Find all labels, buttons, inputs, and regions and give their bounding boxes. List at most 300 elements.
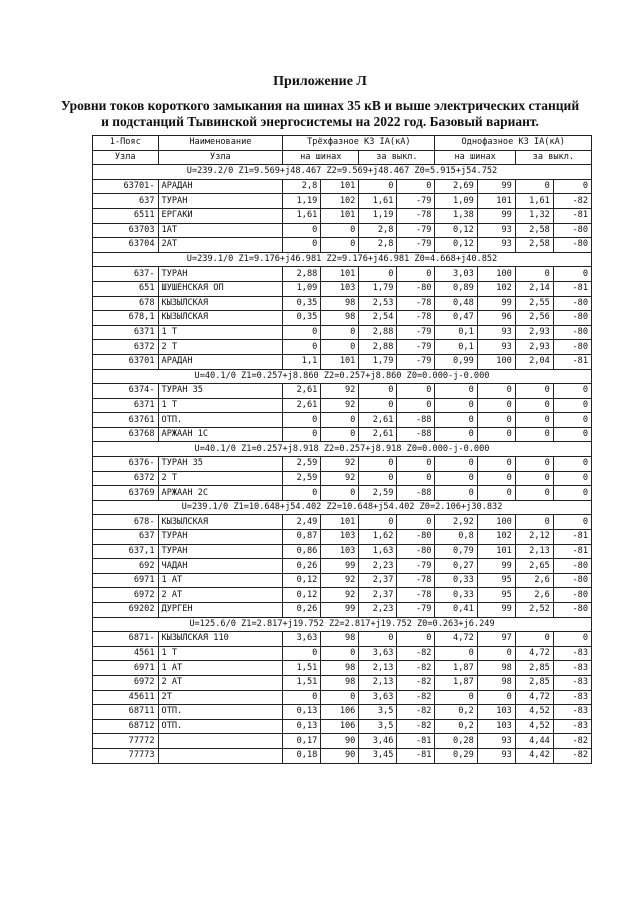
value-cell: 2,85 bbox=[515, 675, 553, 690]
value-cell: 2,6 bbox=[515, 573, 553, 588]
value-cell: 1,38 bbox=[435, 208, 477, 223]
value-cell: -79 bbox=[397, 325, 435, 340]
value-cell: -81 bbox=[553, 281, 591, 296]
value-cell: 1,1 bbox=[283, 354, 321, 369]
value-cell: -82 bbox=[397, 675, 435, 690]
node-cell: 6972 bbox=[93, 588, 159, 603]
value-cell: 99 bbox=[477, 603, 515, 618]
value-cell: -79 bbox=[397, 223, 435, 238]
value-cell: 0 bbox=[477, 486, 515, 501]
node-cell: 6972 bbox=[93, 675, 159, 690]
value-cell: 1,79 bbox=[359, 354, 397, 369]
value-cell: -83 bbox=[553, 690, 591, 705]
value-cell: 1,19 bbox=[283, 194, 321, 209]
value-cell: 4,42 bbox=[515, 748, 553, 763]
value-cell: 103 bbox=[477, 705, 515, 720]
value-cell: 106 bbox=[321, 705, 359, 720]
value-cell: -88 bbox=[397, 413, 435, 428]
table-row bbox=[93, 194, 592, 209]
value-cell: 101 bbox=[321, 267, 359, 282]
value-cell: 2,04 bbox=[515, 354, 553, 369]
value-cell: 2,92 bbox=[435, 515, 477, 530]
value-cell: 0,26 bbox=[283, 559, 321, 574]
value-cell: 2,88 bbox=[359, 325, 397, 340]
value-cell: 0 bbox=[477, 398, 515, 413]
node-cell: 6971 bbox=[93, 661, 159, 676]
name-cell: 1АТ bbox=[158, 223, 283, 238]
value-cell: 0 bbox=[321, 340, 359, 355]
value-cell: 3,03 bbox=[435, 267, 477, 282]
value-cell: 101 bbox=[321, 208, 359, 223]
value-cell: -82 bbox=[553, 734, 591, 749]
value-cell: 0,18 bbox=[283, 748, 321, 763]
value-cell: 0 bbox=[553, 398, 591, 413]
value-cell: 95 bbox=[477, 588, 515, 603]
header-name-sub: Узла bbox=[158, 150, 283, 165]
value-cell: 3,5 bbox=[359, 719, 397, 734]
header-three-phase: Трёхфазное КЗ IА(кА) bbox=[283, 136, 435, 151]
value-cell: 0 bbox=[321, 238, 359, 253]
value-cell: 0,89 bbox=[435, 281, 477, 296]
value-cell: 0 bbox=[435, 457, 477, 472]
value-cell: 0 bbox=[321, 325, 359, 340]
value-cell: 0 bbox=[477, 384, 515, 399]
value-cell: 0 bbox=[283, 340, 321, 355]
name-cell: 1 Т bbox=[158, 325, 283, 340]
value-cell: 0 bbox=[359, 398, 397, 413]
value-cell: -80 bbox=[553, 340, 591, 355]
name-cell: ЧАДАН bbox=[158, 559, 283, 574]
value-cell: 2,65 bbox=[515, 559, 553, 574]
section-row bbox=[93, 500, 592, 515]
header-3ph-breaker: за выкл. bbox=[359, 150, 435, 165]
table-row bbox=[93, 340, 592, 355]
value-cell: -82 bbox=[397, 719, 435, 734]
value-cell: -82 bbox=[397, 661, 435, 676]
node-cell: 692 bbox=[93, 559, 159, 574]
value-cell: 0 bbox=[477, 427, 515, 442]
page-title: Приложение Л bbox=[273, 74, 367, 89]
section-row bbox=[93, 442, 592, 457]
section-parameters: U=239.1/0 Z1=10.648+j54.402 Z2=10.648+j54.402 Z0=2.106+j30.832 bbox=[93, 500, 592, 515]
value-cell: -83 bbox=[553, 646, 591, 661]
value-cell: -82 bbox=[397, 690, 435, 705]
value-cell: -83 bbox=[553, 675, 591, 690]
value-cell: 0 bbox=[283, 690, 321, 705]
value-cell: 1,19 bbox=[359, 208, 397, 223]
value-cell: 2,49 bbox=[283, 515, 321, 530]
value-cell: 2,23 bbox=[359, 559, 397, 574]
value-cell: 2,8 bbox=[359, 238, 397, 253]
node-cell: 63701 bbox=[93, 354, 159, 369]
value-cell: 0,13 bbox=[283, 705, 321, 720]
value-cell: 0,26 bbox=[283, 603, 321, 618]
header-1ph-breaker: за выкл. bbox=[515, 150, 591, 165]
value-cell: 0,1 bbox=[435, 325, 477, 340]
value-cell: 0 bbox=[477, 471, 515, 486]
table-header-row-1 bbox=[93, 136, 592, 151]
name-cell: ОТП. bbox=[158, 413, 283, 428]
value-cell: 0 bbox=[321, 486, 359, 501]
value-cell: 0 bbox=[283, 238, 321, 253]
value-cell: 1,87 bbox=[435, 661, 477, 676]
value-cell: 102 bbox=[477, 281, 515, 296]
value-cell: 1,32 bbox=[515, 208, 553, 223]
value-cell: 0 bbox=[477, 690, 515, 705]
value-cell: 2,13 bbox=[515, 544, 553, 559]
value-cell: -78 bbox=[397, 208, 435, 223]
value-cell: 2,37 bbox=[359, 588, 397, 603]
name-cell: 2 Т bbox=[158, 340, 283, 355]
value-cell: 0 bbox=[283, 325, 321, 340]
node-cell: 637,1 bbox=[93, 544, 159, 559]
table-row bbox=[93, 398, 592, 413]
table-row bbox=[93, 559, 592, 574]
value-cell: -79 bbox=[397, 603, 435, 618]
node-cell: 68712 bbox=[93, 719, 159, 734]
value-cell: 0,1 bbox=[435, 340, 477, 355]
header-single-phase: Однофазное КЗ IА(кА) bbox=[435, 136, 592, 151]
table-row bbox=[93, 354, 592, 369]
node-cell: 6376- bbox=[93, 457, 159, 472]
node-cell: 63769 bbox=[93, 486, 159, 501]
node-cell: 6511 bbox=[93, 208, 159, 223]
table-row bbox=[93, 413, 592, 428]
value-cell: 0 bbox=[283, 427, 321, 442]
value-cell: -80 bbox=[553, 311, 591, 326]
value-cell: 99 bbox=[477, 179, 515, 194]
table-row bbox=[93, 748, 592, 763]
value-cell: 0,47 bbox=[435, 311, 477, 326]
value-cell: 0,35 bbox=[283, 311, 321, 326]
value-cell: -80 bbox=[553, 603, 591, 618]
value-cell: 1,09 bbox=[283, 281, 321, 296]
table-row bbox=[93, 267, 592, 282]
name-cell: ТУРАН bbox=[158, 267, 283, 282]
value-cell: 0,29 bbox=[435, 748, 477, 763]
section-row bbox=[93, 165, 592, 180]
table-row bbox=[93, 486, 592, 501]
value-cell: 0 bbox=[397, 515, 435, 530]
value-cell: 100 bbox=[477, 267, 515, 282]
value-cell: 0 bbox=[515, 267, 553, 282]
name-cell: 1 АТ bbox=[158, 573, 283, 588]
value-cell: 0 bbox=[515, 413, 553, 428]
section-parameters: U=239.1/0 Z1=9.176+j46.981 Z2=9.176+j46.981 Z0=4.668+j40.852 bbox=[93, 252, 592, 267]
value-cell: 0,87 bbox=[283, 530, 321, 545]
value-cell: -80 bbox=[553, 238, 591, 253]
value-cell: 0 bbox=[397, 267, 435, 282]
value-cell: 0 bbox=[435, 690, 477, 705]
value-cell: 2,14 bbox=[515, 281, 553, 296]
header-node-sub: Узла bbox=[93, 150, 159, 165]
value-cell: 93 bbox=[477, 734, 515, 749]
value-cell: 1,09 bbox=[435, 194, 477, 209]
table-row bbox=[93, 325, 592, 340]
node-cell: 651 bbox=[93, 281, 159, 296]
value-cell: 92 bbox=[321, 398, 359, 413]
value-cell: 0 bbox=[553, 457, 591, 472]
value-cell: 0,41 bbox=[435, 603, 477, 618]
value-cell: 0 bbox=[515, 398, 553, 413]
name-cell bbox=[158, 734, 283, 749]
table-body bbox=[93, 165, 592, 763]
value-cell: 0 bbox=[435, 398, 477, 413]
node-cell: 68711 bbox=[93, 705, 159, 720]
value-cell: 0,48 bbox=[435, 296, 477, 311]
name-cell: АРАДАН bbox=[158, 354, 283, 369]
name-cell: АРАДАН bbox=[158, 179, 283, 194]
value-cell: 0,86 bbox=[283, 544, 321, 559]
value-cell: -83 bbox=[553, 661, 591, 676]
value-cell: -78 bbox=[397, 311, 435, 326]
node-cell: 63701- bbox=[93, 179, 159, 194]
value-cell: 0 bbox=[477, 457, 515, 472]
value-cell: 97 bbox=[477, 632, 515, 647]
value-cell: 0,12 bbox=[435, 238, 477, 253]
value-cell: 93 bbox=[477, 340, 515, 355]
value-cell: -81 bbox=[553, 530, 591, 545]
value-cell: 102 bbox=[321, 194, 359, 209]
value-cell: 96 bbox=[477, 311, 515, 326]
value-cell: 0 bbox=[359, 267, 397, 282]
node-cell: 4561 bbox=[93, 646, 159, 661]
table-row bbox=[93, 734, 592, 749]
value-cell: 1,87 bbox=[435, 675, 477, 690]
value-cell: 0 bbox=[553, 427, 591, 442]
value-cell: 93 bbox=[477, 748, 515, 763]
table-row bbox=[93, 471, 592, 486]
value-cell: 2,37 bbox=[359, 573, 397, 588]
value-cell: 0 bbox=[553, 179, 591, 194]
value-cell: 98 bbox=[321, 311, 359, 326]
value-cell: 0 bbox=[359, 179, 397, 194]
name-cell: ТУРАН bbox=[158, 544, 283, 559]
value-cell: 2,13 bbox=[359, 675, 397, 690]
table-row bbox=[93, 208, 592, 223]
table-row bbox=[93, 281, 592, 296]
value-cell: 0 bbox=[321, 413, 359, 428]
value-cell: -80 bbox=[553, 588, 591, 603]
value-cell: -79 bbox=[397, 194, 435, 209]
value-cell: 90 bbox=[321, 748, 359, 763]
value-cell: 0,2 bbox=[435, 705, 477, 720]
value-cell: 99 bbox=[477, 296, 515, 311]
value-cell: 4,44 bbox=[515, 734, 553, 749]
value-cell: 0,35 bbox=[283, 296, 321, 311]
value-cell: 0 bbox=[553, 384, 591, 399]
name-cell: ЕРГАКИ bbox=[158, 208, 283, 223]
value-cell: 4,72 bbox=[515, 646, 553, 661]
value-cell: 2,61 bbox=[283, 398, 321, 413]
value-cell: 0,13 bbox=[283, 719, 321, 734]
value-cell: 4,52 bbox=[515, 719, 553, 734]
value-cell: 100 bbox=[477, 515, 515, 530]
value-cell: 2,23 bbox=[359, 603, 397, 618]
value-cell: 3,63 bbox=[359, 690, 397, 705]
table-row bbox=[93, 603, 592, 618]
value-cell: 98 bbox=[477, 675, 515, 690]
value-cell: 0 bbox=[553, 515, 591, 530]
value-cell: 0 bbox=[435, 384, 477, 399]
value-cell: 92 bbox=[321, 457, 359, 472]
value-cell: -78 bbox=[397, 588, 435, 603]
value-cell: 2,13 bbox=[359, 661, 397, 676]
name-cell: КЫЗЫЛСКАЯ bbox=[158, 515, 283, 530]
node-cell: 6371 bbox=[93, 398, 159, 413]
value-cell: 0 bbox=[515, 384, 553, 399]
name-cell: ШУШЕНСКАЯ ОП bbox=[158, 281, 283, 296]
value-cell: 0,28 bbox=[435, 734, 477, 749]
table-row bbox=[93, 588, 592, 603]
value-cell: 0,8 bbox=[435, 530, 477, 545]
value-cell: 0 bbox=[553, 471, 591, 486]
node-cell: 45611 bbox=[93, 690, 159, 705]
value-cell: 0,33 bbox=[435, 588, 477, 603]
value-cell: 2,88 bbox=[359, 340, 397, 355]
value-cell: -80 bbox=[553, 559, 591, 574]
value-cell: 2,8 bbox=[359, 223, 397, 238]
name-cell: 2 АТ bbox=[158, 588, 283, 603]
value-cell: -78 bbox=[397, 296, 435, 311]
value-cell: 0,2 bbox=[435, 719, 477, 734]
value-cell: 93 bbox=[477, 223, 515, 238]
value-cell: 1,79 bbox=[359, 281, 397, 296]
value-cell: 0 bbox=[321, 427, 359, 442]
value-cell: 102 bbox=[477, 530, 515, 545]
value-cell: 1,51 bbox=[283, 675, 321, 690]
value-cell: 0 bbox=[283, 413, 321, 428]
value-cell: 4,52 bbox=[515, 705, 553, 720]
value-cell: 99 bbox=[321, 603, 359, 618]
node-cell: 77773 bbox=[93, 748, 159, 763]
value-cell: -80 bbox=[397, 281, 435, 296]
value-cell: 0 bbox=[397, 457, 435, 472]
value-cell: 0 bbox=[359, 384, 397, 399]
table-row bbox=[93, 530, 592, 545]
node-cell: 63768 bbox=[93, 427, 159, 442]
value-cell: -81 bbox=[397, 748, 435, 763]
value-cell: 0,27 bbox=[435, 559, 477, 574]
node-cell: 63704 bbox=[93, 238, 159, 253]
section-parameters: U=40.1/0 Z1=0.257+j8.860 Z2=0.257+j8.860 Z0=0.000-j-0.000 bbox=[93, 369, 592, 384]
section-row bbox=[93, 252, 592, 267]
value-cell: -80 bbox=[397, 544, 435, 559]
value-cell: 0,33 bbox=[435, 573, 477, 588]
section-row bbox=[93, 369, 592, 384]
name-cell: ДУРГЕН bbox=[158, 603, 283, 618]
value-cell: 2,58 bbox=[515, 223, 553, 238]
value-cell: -80 bbox=[397, 530, 435, 545]
name-cell: 1 АТ bbox=[158, 661, 283, 676]
value-cell: 0 bbox=[435, 646, 477, 661]
value-cell: 101 bbox=[477, 194, 515, 209]
table-row bbox=[93, 719, 592, 734]
value-cell: -80 bbox=[553, 296, 591, 311]
value-cell: -88 bbox=[397, 486, 435, 501]
subtitle-line-1: Уровни токов короткого замыкания на шинах 35 кВ и выше электрических станций bbox=[60, 98, 580, 113]
value-cell: -81 bbox=[553, 544, 591, 559]
value-cell: 0 bbox=[515, 515, 553, 530]
table-row bbox=[93, 427, 592, 442]
value-cell: 100 bbox=[477, 354, 515, 369]
value-cell: 0 bbox=[397, 398, 435, 413]
node-cell: 63761 bbox=[93, 413, 159, 428]
node-cell: 678- bbox=[93, 515, 159, 530]
table-row bbox=[93, 179, 592, 194]
short-circuit-table bbox=[92, 135, 592, 764]
value-cell: 0 bbox=[435, 427, 477, 442]
name-cell: КЫЗЫЛСКАЯ 110 bbox=[158, 632, 283, 647]
value-cell: 0 bbox=[435, 413, 477, 428]
value-cell: 0 bbox=[435, 486, 477, 501]
section-row bbox=[93, 617, 592, 632]
value-cell: 2,52 bbox=[515, 603, 553, 618]
value-cell: 0,12 bbox=[283, 588, 321, 603]
node-cell: 6371 bbox=[93, 325, 159, 340]
table-row bbox=[93, 705, 592, 720]
table-header-row-2 bbox=[93, 150, 592, 165]
value-cell: 0 bbox=[359, 471, 397, 486]
node-cell: 6971 bbox=[93, 573, 159, 588]
value-cell: 2,55 bbox=[515, 296, 553, 311]
value-cell: 92 bbox=[321, 573, 359, 588]
value-cell: -79 bbox=[397, 340, 435, 355]
value-cell: 2,88 bbox=[283, 267, 321, 282]
value-cell: -88 bbox=[397, 427, 435, 442]
value-cell: 103 bbox=[477, 719, 515, 734]
value-cell: 98 bbox=[321, 675, 359, 690]
section-parameters: U=40.1/0 Z1=0.257+j8.918 Z2=0.257+j8.918 Z0=0.000-j-0.000 bbox=[93, 442, 592, 457]
node-cell: 678 bbox=[93, 296, 159, 311]
value-cell: 99 bbox=[477, 559, 515, 574]
value-cell: 0,17 bbox=[283, 734, 321, 749]
value-cell: 101 bbox=[477, 544, 515, 559]
value-cell: 4,72 bbox=[515, 690, 553, 705]
name-cell: ТУРАН bbox=[158, 194, 283, 209]
name-cell: АРЖААН 1С bbox=[158, 427, 283, 442]
name-cell: 2АТ bbox=[158, 238, 283, 253]
value-cell: 0 bbox=[397, 179, 435, 194]
name-cell: КЫЗЫЛСКАЯ bbox=[158, 311, 283, 326]
value-cell: 0 bbox=[515, 486, 553, 501]
value-cell: -80 bbox=[553, 573, 591, 588]
value-cell: 3,46 bbox=[359, 734, 397, 749]
value-cell: -80 bbox=[553, 223, 591, 238]
value-cell: 0 bbox=[515, 427, 553, 442]
header-node: 1-Пояс bbox=[93, 136, 159, 151]
value-cell: -82 bbox=[553, 748, 591, 763]
value-cell: -79 bbox=[397, 238, 435, 253]
name-cell: ТУРАН 35 bbox=[158, 457, 283, 472]
value-cell: 0,79 bbox=[435, 544, 477, 559]
table-row bbox=[93, 690, 592, 705]
value-cell: 0 bbox=[553, 267, 591, 282]
section-parameters: U=239.2/0 Z1=9.569+j48.467 Z2=9.569+j48.467 Z0=5.915+j54.752 bbox=[93, 165, 592, 180]
value-cell: -79 bbox=[397, 559, 435, 574]
value-cell: 103 bbox=[321, 530, 359, 545]
value-cell: 101 bbox=[321, 515, 359, 530]
table-row bbox=[93, 223, 592, 238]
value-cell: 93 bbox=[477, 238, 515, 253]
node-cell: 637 bbox=[93, 530, 159, 545]
value-cell: 2,93 bbox=[515, 340, 553, 355]
name-cell: ОТП. bbox=[158, 705, 283, 720]
value-cell: 1,61 bbox=[283, 208, 321, 223]
value-cell: -81 bbox=[397, 734, 435, 749]
value-cell: -82 bbox=[397, 705, 435, 720]
value-cell: 1,61 bbox=[515, 194, 553, 209]
